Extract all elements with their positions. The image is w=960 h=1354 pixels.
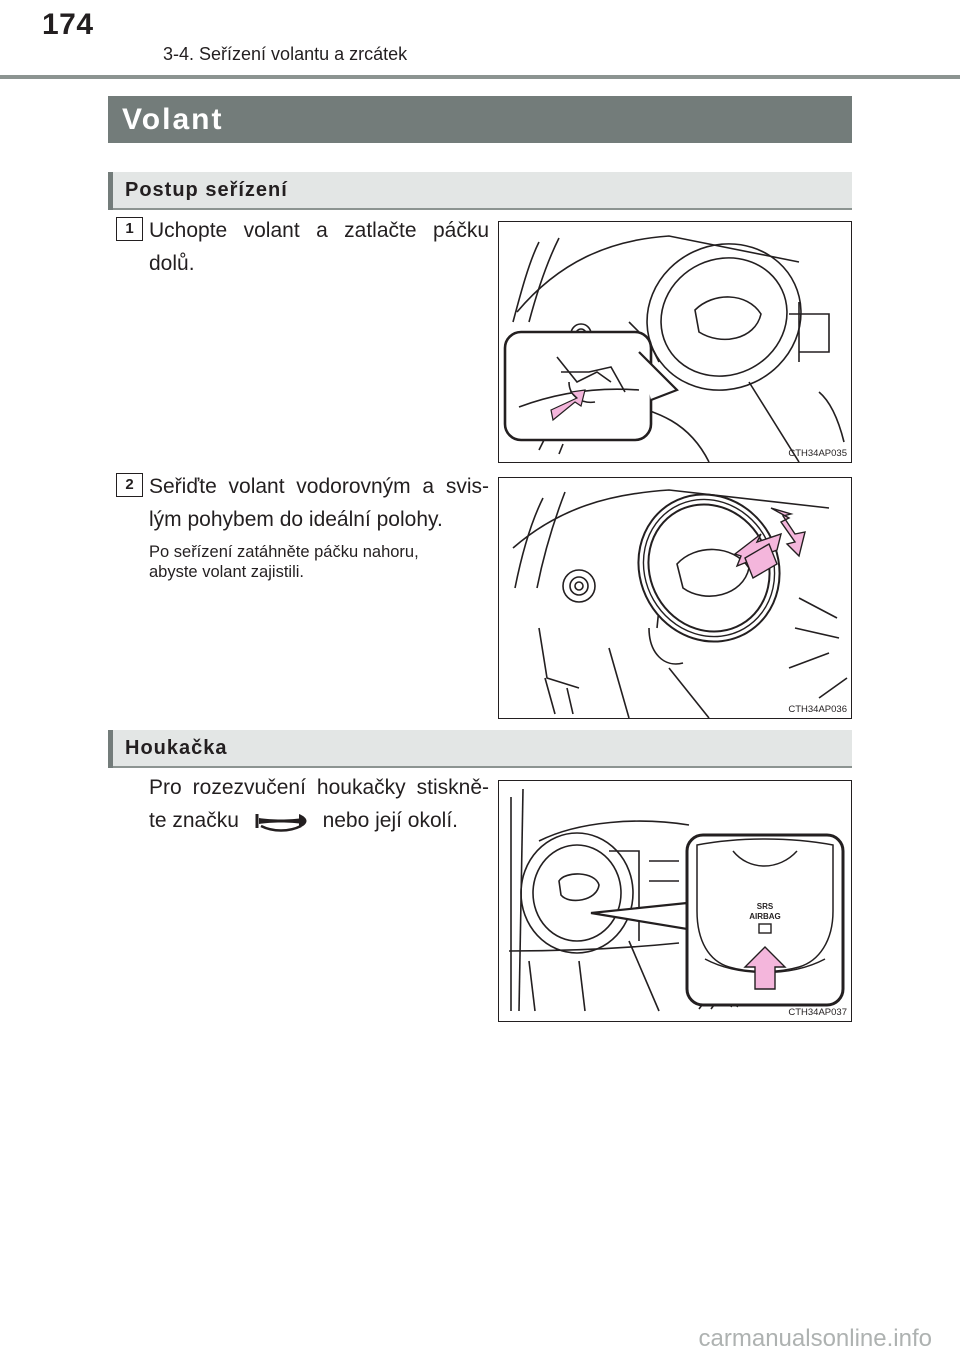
figure-horn [498,780,852,1022]
step-2-badge: 2 [116,473,143,497]
header-rule [0,75,960,79]
step-2-note-line1: Po seřízení zatáhněte páčku nahoru, [149,543,419,561]
horn-text-line2 [149,804,458,837]
page-number: 174 [42,8,94,41]
horn-text-before-icon: te značku [149,809,239,832]
step-2-text-line2: lým pohybem do ideální polohy. [149,508,443,531]
step-1-badge: 1 [116,217,143,241]
subsection-horn-title: Houkačka [125,737,228,759]
figure-lever-push-down [498,221,852,463]
section-title-bar [108,96,852,143]
subsection-stripe [108,730,113,768]
horn-text-after-icon: nebo její okolí. [322,809,459,832]
figure-code-1: CTH34AP035 [788,448,847,459]
steering-adjust-illustration [499,478,851,718]
airbag-label-top: SRS [756,902,774,911]
subsection-horn-bar [108,730,852,768]
figure-code-3: CTH34AP037 [788,1007,847,1018]
airbag-label-bottom: AIRBAG [749,912,781,921]
horn-icon [251,810,311,832]
subsection-stripe [108,172,113,210]
step-1-text-line1: Uchopte volant a zatlačte páčku [149,219,489,242]
step-1-text-line2: dolů. [149,252,195,275]
subsection-adjust-bar [108,172,852,210]
watermark: carmanualsonline.info [698,1325,932,1352]
subsection-adjust-title: Postup seřízení [125,179,288,201]
steering-lever-illustration [499,222,851,462]
horn-text-line1: Pro rozezvučení houkačky stiskně- [149,776,489,799]
figure-wheel-adjust [498,477,852,719]
running-title: 3-4. Seřízení volantu a zrcátek [163,44,408,64]
figure-code-2: CTH34AP036 [788,704,847,715]
step-2-note-line2: abyste volant zajistili. [149,563,304,581]
step-2-text-line1: Seřiďte volant vodorovným a svis- [149,475,489,498]
horn-illustration [499,781,851,1021]
section-title: Volant [122,103,224,136]
